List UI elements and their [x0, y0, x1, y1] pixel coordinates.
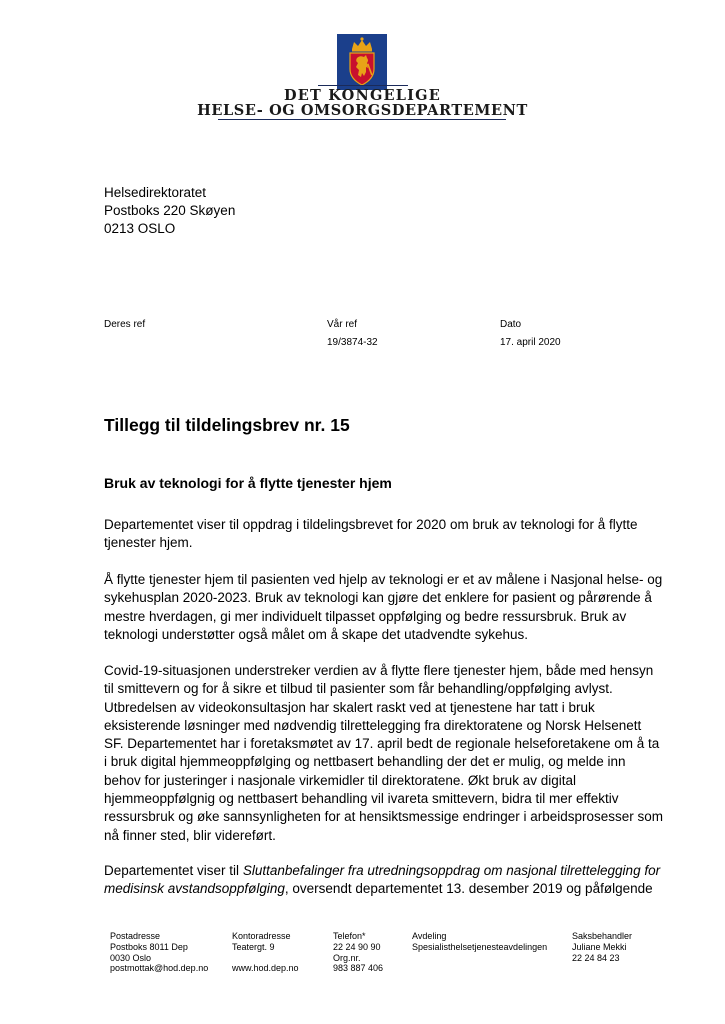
dato-label: Dato — [500, 319, 522, 330]
footer-kontoradresse-blank — [232, 953, 299, 964]
footer-telefon-number: 22 24 90 90 — [333, 941, 381, 952]
paragraph-4-start: Departementet viser til — [104, 863, 243, 878]
deres-ref-label: Deres ref — [104, 319, 146, 330]
ministry-name-line2: HELSE- OG OMSORGSDEPARTEMENT — [197, 102, 528, 119]
footer-avdeling — [412, 931, 547, 953]
footer-website-link[interactable]: www.hod.dep.no — [232, 963, 299, 974]
footer-postadresse — [110, 931, 208, 974]
var-ref-label: Vår ref — [327, 319, 358, 330]
var-ref-value: 19/3874-32 — [327, 337, 378, 348]
footer-saksbehandler-phone: 22 24 84 23 — [572, 952, 620, 963]
paragraph-3 — [104, 662, 664, 845]
recipient-city: 0213 OSLO — [104, 221, 176, 236]
header-rule-top — [318, 85, 408, 86]
footer-kontoradresse-label: Kontoradresse — [232, 931, 291, 941]
footer-postadresse-label: Postadresse — [110, 931, 161, 941]
footer-orgnr-label: Org.nr. — [333, 952, 361, 963]
norwegian-coat-of-arms-icon — [337, 34, 387, 90]
paragraph-3-text: Covid-19-situasjonen understreker verdien av å flytte flere tjenester hjem, både med hensyn til smittevern og for å sikre et tilbud til pasienter som får behandling/oppfølging avlyst. Utbredelsen av videokonsultasjon har skalert raskt ved at tjenestene har tatt i bruk eksisterende løsninger med nødvendig tilrettelegging fra direktoratene og Norsk Helsenett SF. Departementet har i foretaksmøtet av 17. april bedt de regionale helseforetakene om å ta i bruk digital hjemmeoppfølging og nettbasert behandling der det er mulig, og melde inn behov for justeringer i nasjonale virkemidler til direktoratene. Økt bruk av digital hjemmeoppfølgnig og nettbasert behandling vil ivareta smittevern, bidra til mer effektiv ressursbruk og øke sannsynligheten for at hensiktsmessige endringer i arbeidsprosesser som nå finner sted, blir videreført. — [104, 663, 664, 843]
paragraph-1-text: Departementet viser til oppdrag i tildelingsbrevet for 2020 om bruk av teknologi for å flytte tjenester hjem. — [104, 517, 638, 551]
paragraph-1 — [104, 516, 664, 553]
recipient-street: Postboks 220 Skøyen — [104, 203, 236, 218]
footer-telefon — [333, 931, 383, 974]
paragraph-2-text: Å flytte tjenester hjem til pasienten ved hjelp av teknologi er et av målene i Nasjonal helse- og sykehusplan 2020-2023. Bruk av teknologi kan gjøre det enklere for pasient og pårørende å mestre hverdagen, gi mer individuelt tilpasset oppfølging og bedre ressursbruk. Bruk av teknologi understøtter også målet om å skape det utadvendte sykehus. — [104, 572, 663, 642]
footer-telefon-label: Telefon* — [333, 931, 366, 941]
paragraph-4 — [104, 862, 664, 899]
header-rule-bottom — [218, 119, 506, 120]
footer-avdeling-label: Avdeling — [412, 931, 447, 941]
recipient-name: Helsedirektoratet — [104, 185, 207, 200]
footer-kontoradresse — [232, 931, 299, 974]
footer-saksbehandler-name: Juliane Mekki — [572, 941, 627, 952]
footer-postadresse-line: 0030 Oslo — [110, 952, 152, 963]
ministry-name-line1: DET KONGELIGE — [283, 87, 441, 104]
footer-saksbehandler-label: Saksbehandler — [572, 931, 633, 941]
paragraph-4-end: , oversendt departementet 13. desember 2019 og påfølgende — [284, 881, 653, 897]
paragraph-2 — [104, 571, 664, 644]
footer-postadresse-line: Postboks 8011 Dep — [110, 941, 188, 952]
footer-email-link[interactable]: postmottak@hod.dep.no — [110, 963, 209, 974]
footer-avdeling-value: Spesialisthelsetjenesteavdelingen — [412, 941, 548, 952]
letter-subtitle: Bruk av teknologi for å flytte tjenester hjem — [104, 475, 392, 491]
paragraph-4-italic-title: Sluttanbefalinger fra utredningsoppdrag om nasjonal tilrettelegging for medisinsk avstandsoppfølging — [104, 863, 661, 897]
footer-orgnr-value: 983 887 406 — [333, 963, 384, 974]
footer-kontoradresse-line: Teatergt. 9 — [232, 941, 275, 952]
dato-value: 17. april 2020 — [500, 337, 561, 348]
paragraph-4-text — [104, 862, 664, 899]
letter-title: Tillegg til tildelingsbrev nr. 15 — [104, 415, 350, 435]
footer-saksbehandler — [572, 931, 632, 963]
